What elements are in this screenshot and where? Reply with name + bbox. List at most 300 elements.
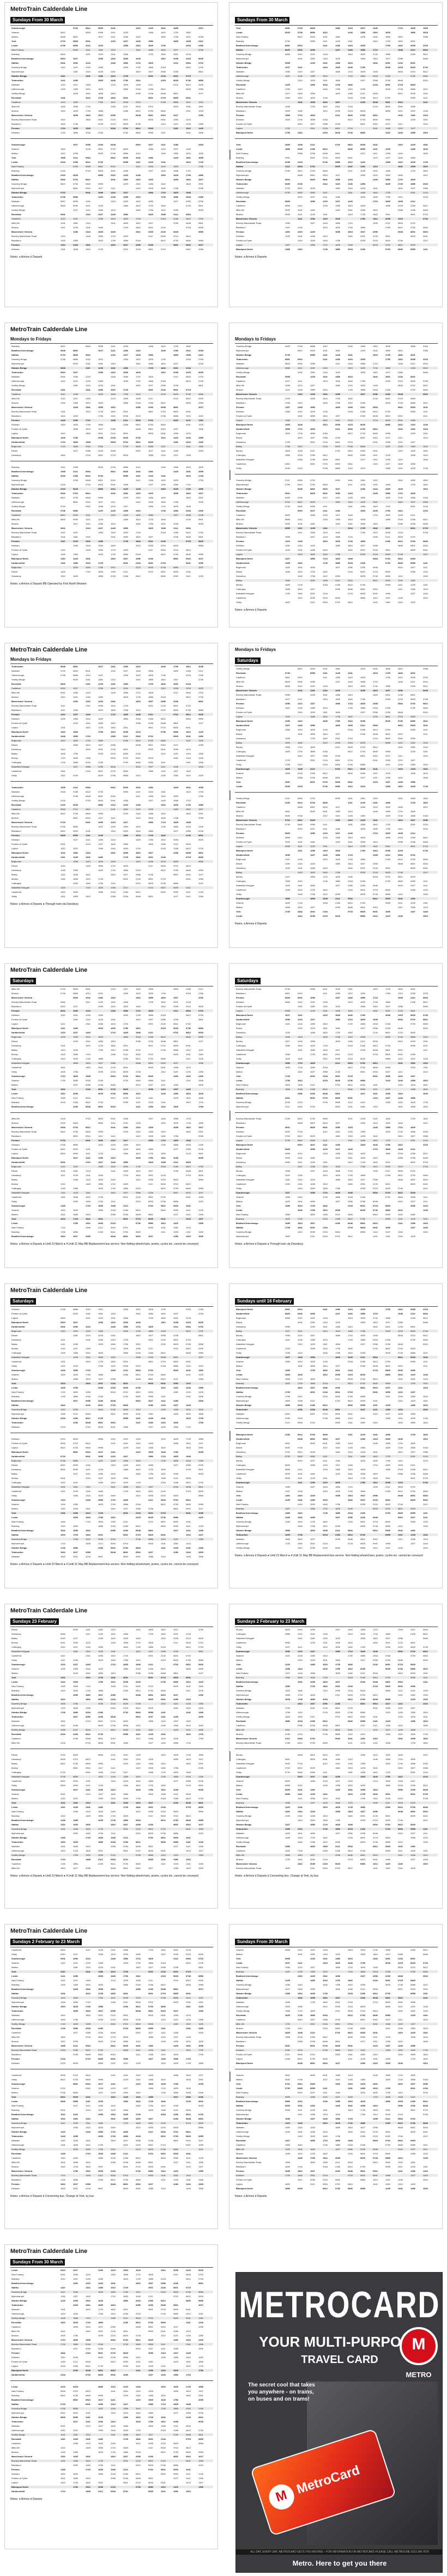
time-cell: 0925 [173, 1204, 185, 1207]
table-row [10, 1217, 213, 1220]
time-cell: 0801 [360, 436, 372, 439]
time-cell: 1012 [323, 814, 335, 817]
time-cell: 1610 [373, 988, 385, 990]
time-cell: 0941 [323, 810, 335, 813]
time-cell: 1510 [61, 739, 73, 742]
station-name: Brighouse [236, 432, 280, 435]
time-cell: 1041 [398, 746, 410, 748]
time-cell: 1141 [423, 1200, 435, 1203]
table-row [10, 544, 213, 547]
time-cell: 1310 [323, 57, 335, 60]
time-cell: 0856 [385, 109, 397, 112]
station-name: Blackpool North [236, 849, 280, 852]
station-name: Rochdale [11, 803, 55, 806]
time-cell: 2156 [198, 509, 210, 512]
table-row [235, 156, 438, 159]
time-cell: 2215 [161, 393, 173, 395]
time-cell: 2001 [385, 1161, 397, 1164]
time-cell: 1355 [123, 1143, 135, 1146]
station-name: Burnley Manchester Road [236, 1117, 280, 1120]
time-cell: 1927 [198, 808, 210, 811]
time-cell: 1610 [136, 834, 148, 837]
time-cell: 2236 [148, 243, 160, 246]
time-cell: 1012 [298, 836, 310, 839]
time-cell: 1710 [373, 48, 385, 51]
station-name: Moston [11, 696, 55, 698]
time-cell: 1125 [198, 101, 210, 103]
station-name: Elland [11, 1170, 55, 1172]
time-cell: 0910 [298, 44, 310, 47]
time-cell: 1125 [335, 1130, 347, 1133]
time-cell: 1256 [73, 544, 85, 547]
station-name: Kirkham [236, 118, 280, 121]
time-cell: 1240 [298, 388, 310, 391]
time-cell: 1710 [111, 397, 123, 400]
table-row [10, 371, 213, 374]
time-cell: 0856 [73, 674, 85, 677]
time-cell: 0840 [161, 575, 173, 577]
table-row [235, 1079, 438, 1082]
time-cell: 1310 [348, 187, 360, 190]
table-row [10, 148, 213, 150]
table-row [235, 1044, 438, 1047]
time-cell: 1740 [136, 217, 148, 220]
table-row [10, 683, 213, 685]
time-cell: 0941 [298, 680, 310, 683]
table-row [10, 1083, 213, 1086]
time-cell: 1225 [410, 432, 422, 435]
time-cell: 0925 [73, 362, 85, 365]
time-cell: 2134 [348, 737, 360, 740]
time-cell: 1125 [123, 1122, 135, 1124]
time-cell: 1141 [323, 992, 335, 995]
time-cell: 1756 [310, 575, 322, 577]
time-cell: 0648 [111, 1235, 123, 1238]
time-cell: 1625 [360, 1001, 372, 1003]
time-cell: 1156 [310, 371, 322, 374]
time-cell: 0825 [148, 1066, 160, 1069]
time-cell: 0746 [323, 1101, 335, 1104]
station-name: Smithy Bridge [236, 79, 280, 82]
table-row [235, 501, 438, 503]
station-name: Walsden [236, 496, 280, 499]
time-cell: 1327 [173, 1088, 185, 1091]
time-cell: 0612 [161, 717, 173, 720]
time-cell: 0625 [148, 882, 160, 885]
time-cell: 1725 [310, 570, 322, 573]
station-name: Leeds [236, 915, 280, 917]
station-name: Smithy Bridge [236, 196, 280, 198]
time-cell: 0856 [173, 415, 185, 417]
time-cell: 1027 [360, 776, 372, 779]
time-cell: 0840 [423, 1174, 435, 1177]
time-cell: 1625 [335, 540, 347, 543]
time-cell: 0856 [335, 161, 347, 163]
time-cell: 0856 [198, 544, 210, 547]
station-name: Castleton [236, 806, 280, 808]
time-cell: 1225 [148, 474, 160, 477]
time-cell: 1756 [335, 1036, 347, 1038]
time-cell: 2156 [385, 75, 397, 77]
time-cell: 0825 [360, 592, 372, 595]
time-cell: 0955 [198, 717, 210, 720]
time-cell: 0840 [298, 823, 310, 826]
time-cell: 1410 [111, 838, 123, 841]
time-cell: 0730 [385, 562, 397, 564]
time-cell: 2134 [136, 562, 148, 564]
table-row [10, 178, 213, 181]
time-cell: 1510 [423, 131, 435, 134]
time-cell: 0955 [98, 345, 110, 348]
time-cell: 1541 [298, 101, 310, 103]
station-name: Bramley [11, 169, 55, 172]
time-cell: 1825 [410, 178, 422, 181]
station-name: Manchester Victoria [11, 996, 55, 999]
time-cell: 1842 [423, 169, 435, 172]
table-row [235, 827, 438, 830]
time-cell: 2112 [335, 1213, 347, 1216]
time-cell: 0715 [398, 715, 410, 718]
station-name: Rochdale [236, 672, 280, 674]
time-cell: 1425 [335, 522, 347, 525]
time-cell: 2018 [323, 432, 335, 435]
time-cell: 1012 [398, 109, 410, 112]
time-cell: 1710 [373, 362, 385, 365]
station-name: Castleford [11, 891, 55, 893]
time-cell: 1525 [98, 709, 110, 711]
time-cell: 1225 [360, 1117, 372, 1120]
time-cell: 0825 [285, 832, 297, 835]
time-cell: 1310 [323, 689, 335, 692]
time-cell: 1156 [310, 209, 322, 211]
time-cell: 1256 [98, 1005, 110, 1008]
time-cell: 0625 [285, 1130, 297, 1133]
time-cell: 1856 [410, 31, 422, 34]
time-cell: 0715 [111, 1088, 123, 1091]
time-cell: 1625 [385, 31, 397, 34]
station-name: Malton [236, 1070, 280, 1073]
time-cell: 1341 [323, 375, 335, 378]
station-name: Leeds [236, 31, 280, 34]
time-cell: 1912 [348, 720, 360, 722]
time-cell: 1655 [148, 678, 160, 681]
time-cell: 1327 [335, 362, 347, 365]
time-cell: 2018 [323, 118, 335, 121]
station-name: Poulton-le-Fylde [11, 549, 55, 551]
table-row [235, 1191, 438, 1194]
time-cell: 1327 [123, 354, 135, 356]
time-cell: 1725 [148, 53, 160, 56]
time-cell: 2112 [360, 724, 372, 727]
table-row [235, 522, 438, 525]
time-cell: 1310 [136, 27, 148, 29]
time-cell: 1510 [161, 488, 173, 490]
time-cell: 1056 [173, 118, 185, 121]
table-row [10, 362, 213, 365]
time-cell: 1945 [398, 200, 410, 203]
time-cell: 1327 [360, 27, 372, 29]
time-cell: 1110 [398, 583, 410, 586]
time-cell: 1912 [136, 393, 148, 395]
table-row [10, 1161, 213, 1164]
time-cell: 2001 [173, 53, 185, 56]
time-cell: 2112 [335, 746, 347, 748]
table-row [10, 248, 213, 251]
time-cell: 1110 [323, 1139, 335, 1142]
time-cell: 1912 [398, 196, 410, 198]
station-name: Brighouse [11, 566, 55, 569]
time-cell: 0812 [298, 667, 310, 670]
time-cell: 1410 [136, 187, 148, 190]
time-cell: 1640 [61, 123, 73, 125]
station-name: Mytholmroyd [11, 362, 55, 365]
time-cell: 1141 [373, 458, 385, 461]
time-cell: 0825 [285, 1148, 297, 1150]
time-cell: 2215 [423, 44, 435, 47]
time-cell: 1141 [136, 795, 148, 797]
time-cell: 2035 [148, 1178, 160, 1181]
time-cell: 1327 [285, 243, 297, 246]
time-cell: 1327 [310, 854, 322, 856]
time-cell: 1027 [285, 698, 297, 701]
time-cell: 1425 [360, 501, 372, 503]
time-cell: 1556 [385, 1126, 397, 1129]
table-row [235, 672, 438, 674]
time-cell: 1842 [348, 715, 360, 718]
time-cell: 0730 [73, 812, 85, 815]
time-cell: 2035 [98, 752, 110, 755]
time-cell: 1725 [360, 213, 372, 216]
time-cell: 0812 [398, 557, 410, 560]
time-cell: 2001 [285, 462, 297, 465]
time-cell: 1425 [173, 470, 185, 473]
time-cell: 1310 [86, 700, 98, 703]
time-cell: 1625 [148, 992, 160, 995]
time-cell: 1425 [335, 371, 347, 374]
table-row [235, 746, 438, 748]
time-cell: 2056 [398, 841, 410, 843]
time-cell: 1945 [186, 988, 198, 990]
time-cell: 2134 [161, 1022, 173, 1025]
time-cell: 1125 [360, 161, 372, 163]
station-name: Dewsbury [11, 575, 55, 577]
time-cell: 1525 [335, 380, 347, 382]
time-cell: 1310 [398, 143, 410, 146]
time-cell: 1556 [410, 462, 422, 465]
time-cell: 1556 [285, 428, 297, 430]
time-cell: 0925 [123, 786, 135, 789]
station-name: Wakefield Kirkgate [236, 884, 280, 887]
time-cell: 1510 [61, 575, 73, 577]
time-cell: 2156 [285, 1117, 297, 1120]
time-cell: 0910 [398, 101, 410, 103]
table-row [235, 40, 438, 42]
time-cell: 0625 [335, 445, 347, 448]
time-cell: 0856 [198, 1178, 210, 1181]
time-cell: 0746 [186, 79, 198, 82]
time-cell: 0910 [61, 687, 73, 690]
time-cell: 1740 [86, 423, 98, 426]
time-cell: 1240 [111, 509, 123, 512]
time-cell: 0941 [161, 1217, 173, 1220]
time-cell: 1825 [73, 127, 85, 130]
time-cell: 1842 [323, 570, 335, 573]
time-cell: 1012 [423, 401, 435, 404]
station-name: Mytholmroyd [236, 57, 280, 60]
time-cell: 1056 [173, 1066, 185, 1069]
time-cell: 2112 [148, 549, 160, 551]
time-cell: 0856 [285, 836, 297, 839]
time-cell: 2056 [373, 230, 385, 233]
table-row [10, 553, 213, 556]
station-name: Burnley Manchester Road [11, 704, 55, 707]
time-cell: 1541 [86, 1040, 98, 1043]
time-cell: 1256 [310, 849, 322, 852]
table-row [235, 204, 438, 207]
time-cell: 1012 [323, 345, 335, 348]
station-name: Elland [11, 570, 55, 573]
time-cell: 1425 [285, 566, 297, 569]
time-cell: 0801 [73, 35, 85, 38]
table-row [235, 415, 438, 417]
time-cell: 1945 [348, 557, 360, 560]
time-cell: 1341 [348, 505, 360, 508]
time-cell: 1825 [385, 514, 397, 516]
time-cell: 1756 [148, 522, 160, 525]
time-cell: 1927 [98, 744, 110, 746]
time-cell: 1410 [323, 66, 335, 69]
time-cell: 0746 [423, 380, 435, 382]
time-cell: 1056 [310, 362, 322, 365]
time-cell: 1410 [398, 458, 410, 461]
time-cell: 2236 [310, 1092, 322, 1095]
time-cell: 1610 [161, 812, 173, 815]
time-cell: 1945 [298, 449, 310, 452]
time-cell: 0955 [148, 761, 160, 764]
time-cell: 2112 [285, 797, 297, 800]
time-cell: 2236 [360, 1049, 372, 1051]
time-cell: 2156 [98, 761, 110, 764]
time-cell: 0601 [123, 1066, 135, 1069]
time-cell: 0746 [423, 1165, 435, 1168]
time-cell: 1456 [98, 226, 110, 229]
station-name: Dewsbury [11, 1174, 55, 1177]
time-cell: 1240 [323, 685, 335, 687]
time-cell: 2156 [73, 474, 85, 477]
time-cell: 1510 [61, 109, 73, 112]
time-cell: 0534 [373, 557, 385, 560]
time-cell: 1912 [398, 676, 410, 679]
time-cell: 2134 [186, 1152, 198, 1155]
time-cell: 0925 [198, 713, 210, 716]
time-cell: 2018 [373, 388, 385, 391]
table-row [235, 1049, 438, 1051]
time-cell: 2001 [410, 1139, 422, 1142]
time-cell: 1740 [111, 869, 123, 872]
time-cell: 1110 [61, 540, 73, 543]
time-cell: 1610 [161, 345, 173, 348]
time-cell: 1655 [385, 35, 397, 38]
time-cell: 1912 [298, 915, 310, 917]
time-cell: 1440 [61, 419, 73, 422]
time-cell: 1027 [73, 687, 85, 690]
time-cell: 1927 [98, 428, 110, 430]
time-cell: 1525 [285, 741, 297, 744]
time-cell: 1912 [61, 466, 73, 468]
time-cell: 0730 [98, 790, 110, 793]
time-cell: 2112 [410, 1148, 422, 1150]
time-cell: 2018 [161, 380, 173, 382]
time-cell: 1410 [136, 1135, 148, 1137]
time-cell: 1625 [385, 814, 397, 817]
time-cell: 0840 [86, 182, 98, 185]
time-cell: 2215 [111, 123, 123, 125]
station-name: Wakefield Kirkgate [236, 1049, 280, 1051]
time-cell: 0941 [61, 527, 73, 529]
time-cell: 0925 [173, 105, 185, 108]
time-cell: 0925 [285, 841, 297, 843]
table-row [10, 488, 213, 490]
time-cell: 2001 [148, 388, 160, 391]
time-cell: 2112 [148, 397, 160, 400]
time-cell: 1456 [123, 834, 135, 837]
time-cell: 0702 [123, 1226, 135, 1229]
time-cell: 1125 [173, 1070, 185, 1073]
time-cell: 1156 [310, 841, 322, 843]
station-name: Brighouse [11, 860, 55, 863]
time-cell: 1141 [423, 1049, 435, 1051]
table-row [10, 722, 213, 724]
time-cell: 2156 [335, 583, 347, 586]
time-cell: 1927 [98, 114, 110, 117]
table-row [10, 1049, 213, 1051]
time-cell: 0625 [360, 1057, 372, 1060]
table-row [10, 196, 213, 198]
time-cell: 1842 [86, 1217, 98, 1220]
time-cell: 1225 [360, 483, 372, 486]
time-cell: 0925 [148, 441, 160, 443]
station-name: Mytholmroyd [236, 1105, 280, 1108]
time-cell: 1510 [61, 891, 73, 893]
time-cell: 1640 [298, 423, 310, 426]
time-cell: 1927 [360, 544, 372, 547]
time-cell: 1556 [123, 691, 135, 694]
time-cell: 1510 [348, 518, 360, 521]
time-cell: 1240 [323, 1152, 335, 1155]
time-cell: 2035 [198, 665, 210, 668]
table-rule [10, 1112, 213, 1113]
time-cell: 1625 [73, 1057, 85, 1060]
station-name: Castleton [11, 217, 55, 220]
time-cell: 1110 [186, 891, 198, 893]
time-cell: 1655 [310, 884, 322, 887]
time-cell: 1825 [73, 1075, 85, 1077]
time-cell: 1842 [186, 496, 198, 499]
time-cell: 1912 [186, 35, 198, 38]
time-cell: 0648 [373, 1049, 385, 1051]
time-cell: 1655 [310, 1200, 322, 1203]
time-cell: 1310 [86, 1018, 98, 1021]
time-cell: 0534 [161, 549, 173, 551]
station-name: Smithy Bridge [236, 371, 280, 374]
station-name: Castleford [236, 1183, 280, 1185]
station-name: Layton [236, 419, 280, 422]
time-cell: 1355 [360, 496, 372, 499]
table-row [235, 1040, 438, 1043]
time-cell: 2035 [360, 1187, 372, 1190]
time-cell: 1610 [86, 878, 98, 880]
time-cell: 2056 [186, 514, 198, 516]
